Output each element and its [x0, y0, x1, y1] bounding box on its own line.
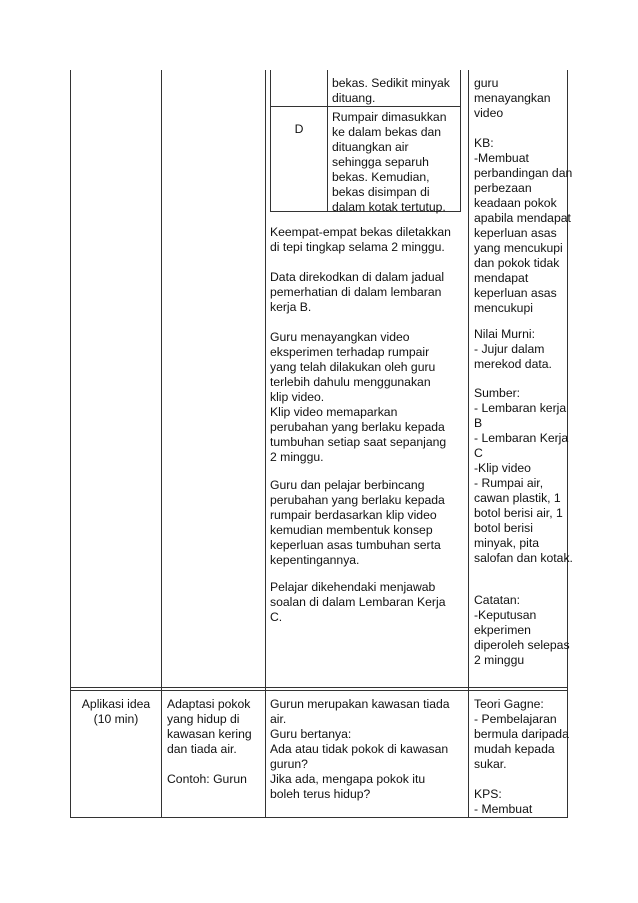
activity-paragraph: Data direkodkan di dalam jadual pemerhatian di dalam lembaran kerja B. — [270, 270, 445, 314]
notes-paragraph: Nilai Murni: - Jujur dalam merekod data. — [474, 327, 552, 371]
activity-text: Gurun merupakan kawasan tiada air. Guru bertanya: Ada atau tidak pokok di kawasan gurun? Jika ada, mengapa pokok itu boleh terus hidup? — [270, 697, 450, 801]
activity-paragraph: Guru menayangkan video eksperimen terhadap rumpair yang telah dilakukan oleh guru terlebih dahulu menggunakan klip video. Klip video memaparkan perubahan yang berlaku kepada tumbuhan setiap saat sepanjang 2 minggu. — [270, 330, 447, 464]
row-separator-bottom — [70, 690, 568, 691]
inner-table-left — [270, 70, 271, 212]
inner-table-row-label: D — [294, 122, 304, 136]
activity-paragraph: Keempat-empat bekas diletakkan di tepi tingkap selama 2 minggu. — [270, 225, 451, 254]
inner-table-divider — [327, 70, 328, 212]
inner-table-right — [460, 70, 461, 212]
column-divider-2 — [265, 70, 266, 818]
content-text: Adaptasi pokok yang hidup di kawasan kering dan tiada air. — [167, 697, 252, 756]
inner-table-row-text: bekas. Sedikit minyak dituang. — [332, 76, 450, 105]
notes-paragraph: guru menayangkan video — [474, 76, 551, 120]
table-border-bottom — [70, 817, 568, 818]
column-divider-3 — [468, 70, 469, 818]
activity-paragraph: Guru dan pelajar berbincang perubahan yang berlaku kepada rumpair berdasarkan klip video kemudian membentuk konsep keperluan asas tumbuhan serta kepentingannya. — [270, 478, 445, 567]
notes-text: KPS: - Membuat — [474, 787, 533, 816]
notes-paragraph: Sumber: - Lembaran kerja B - Lembaran Kerja C -Klip video - Rumpai air, cawan plastik, 1 botol berisi air, 1 botol berisi minyak, pita salofan dan kotak. — [474, 386, 573, 565]
stage-label: Aplikasi idea (10 min) — [81, 697, 151, 726]
column-divider-1 — [161, 70, 162, 818]
notes-paragraph: Catatan: -Keputusan ekperimen diperoleh selepas 2 minggu — [474, 593, 570, 667]
inner-table-row-d-text: Rumpair dimasukkan ke dalam bekas dan dituangkan air sehingga separuh bekas. Kemudian, bekas disimpan di dalam kotak tertutup. — [332, 110, 447, 214]
notes-paragraph: KB: -Membuat perbandingan dan perbezaan keadaan pokok apabila mendapat keperluan asas yang mencukupi dan pokok tidak mendapat keperluan asas mencukupi — [474, 136, 573, 315]
activity-paragraph: Pelajar dikehendaki menjawab soalan di dalam Lembaran Kerja C. — [270, 580, 446, 624]
inner-table-row-line — [270, 106, 461, 107]
row-separator-top — [70, 687, 568, 688]
content-example: Contoh: Gurun — [167, 772, 247, 786]
notes-text: Teori Gagne: - Pembelajaran bermula daripada mudah kepada sukar. — [474, 697, 569, 771]
